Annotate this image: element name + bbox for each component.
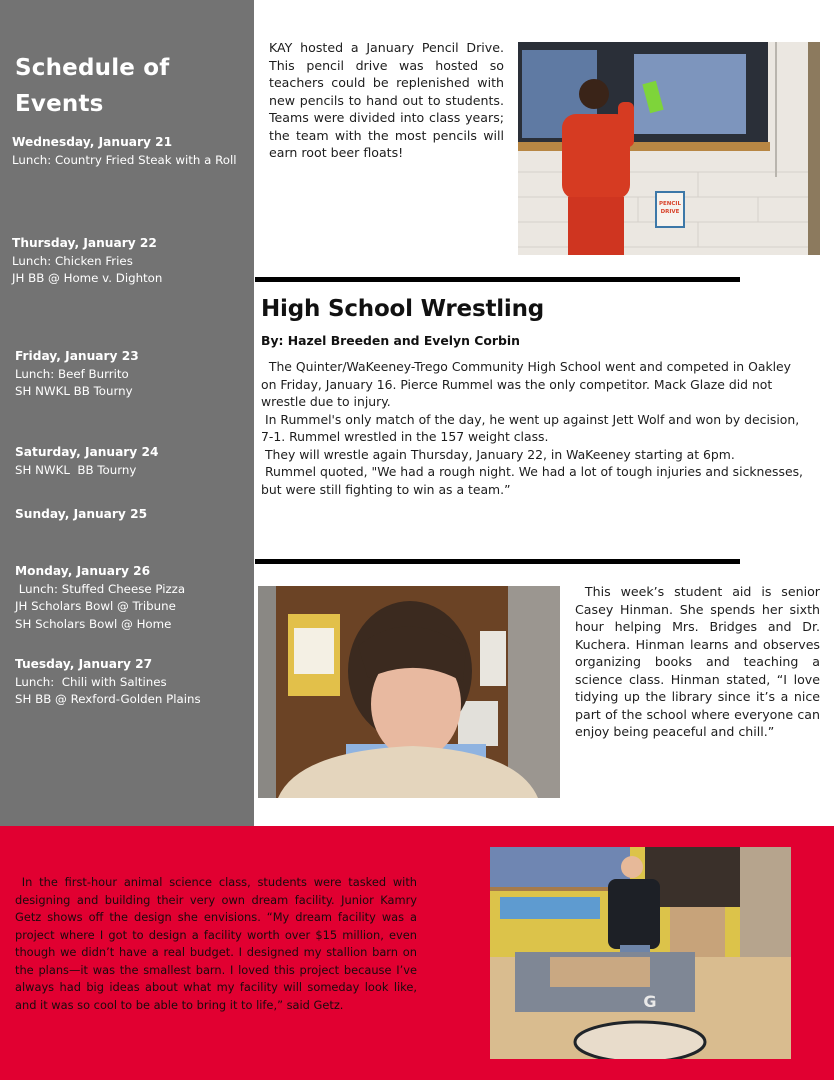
pencil-drive-sign-line1: PENCIL	[659, 201, 681, 207]
schedule-event: SH Scholars Bowl @ Home	[15, 616, 172, 631]
schedule-event: SH NWKL BB Tourny	[15, 462, 137, 477]
schedule-event: SH NWKL BB Tourny	[15, 384, 133, 398]
schedule-event: SH BB @ Rexford-Golden Plains	[15, 692, 201, 706]
schedule-day-date: Wednesday, January 21	[12, 135, 173, 149]
schedule-day-date: Thursday, January 22	[12, 236, 157, 250]
schedule-sidebar	[0, 0, 254, 826]
schedule-day	[15, 348, 255, 401]
model-letter: G	[643, 992, 657, 1011]
pencil-drive-photo	[518, 42, 820, 255]
dream-facility-photo	[490, 847, 791, 1059]
schedule-day-date: Sunday, January 25	[15, 507, 148, 521]
schedule-event: Lunch: Stuffed Cheese Pizza	[15, 581, 186, 596]
pencil-drive-sign-line2: DRIVE	[660, 209, 680, 215]
schedule-event: Lunch: Country Fried Steak with a Roll	[12, 152, 237, 167]
schedule-event: JH BB @ Home v. Dighton	[12, 271, 163, 285]
student-aid-photo	[258, 586, 560, 798]
article-body	[261, 358, 809, 498]
schedule-day-date: Friday, January 23	[15, 349, 139, 363]
animal-science-text: In the first-hour animal science class, students were tasked with designing and building their very own dream facility. Junior Kamry Getz shows off the design she envisions. “My dream facility was a project where I got to design a facility worth over $15 million, even though we didn’t have a real budget. I designed my stallion barn on the plans—it was the smallest barn. I loved this project because I’ve always had big ideas about what my facility will someday look like, and it was so cool to be able to bring it to life,” said Getz.	[15, 875, 421, 1012]
article-paragraph: They will wrestle again Thursday, January 22, in WaKeeney starting at 6pm.	[261, 446, 735, 462]
article-paragraph: Rummel quoted, "We had a rough night. We had a lot of tough injuries and sicknesses, but were still fighting to win as a team.”	[261, 464, 807, 497]
schedule-day	[15, 563, 255, 633]
schedule-event: JH Scholars Bowl @ Tribune	[15, 599, 176, 613]
pencil-drive-text: KAY hosted a January Pencil Drive. This pencil drive was hosted so teachers could be replenished with new pencils to hand out to students. Teams were divided into class years; the team with the most pencils will earn root beer floats!	[269, 40, 504, 160]
schedule-title: Schedule of Events	[15, 55, 170, 117]
article-title: High School Wrestling	[261, 296, 545, 322]
student-aid-text: This week’s student aid is senior Casey Hinman. She spends her sixth hour helping Mrs. Bridges and Dr. Kuchera. Hinman learns and observes organizing books and teaching a science class. Hinman stated, “I love tidying up the library since it’s a nice part of the school where everyone can enjoy being peaceful and chill.”	[575, 584, 825, 739]
schedule-day-date: Monday, January 26	[15, 564, 151, 578]
schedule-day-date: Tuesday, January 27	[15, 657, 153, 671]
schedule-day-date: Saturday, January 24	[15, 445, 159, 459]
schedule-day	[12, 134, 252, 169]
section-divider	[255, 277, 740, 282]
schedule-day	[15, 506, 255, 524]
schedule-day	[15, 656, 255, 709]
schedule-event: Lunch: Chicken Fries	[12, 253, 133, 268]
article-paragraph: The Quinter/WaKeeney-Trego Community High School went and competed in Oakley on Friday, January 16. Pierce Rummel was the only competitor. Mack Glaze did not wrestle due to injury.	[261, 359, 795, 409]
section-divider	[255, 559, 740, 564]
schedule-day	[15, 444, 255, 479]
schedule-event: Lunch: Beef Burrito	[15, 366, 129, 381]
article-paragraph: In Rummel's only match of the day, he went up against Jett Wolf and won by decision, 7-1. Rummel wrestled in the 157 weight class.	[261, 411, 804, 444]
animal-science-section	[0, 826, 834, 1080]
schedule-day	[12, 235, 252, 288]
schedule-event: Lunch: Chili with Saltines	[15, 674, 167, 689]
article-byline: By: Hazel Breeden and Evelyn Corbin	[261, 333, 520, 348]
